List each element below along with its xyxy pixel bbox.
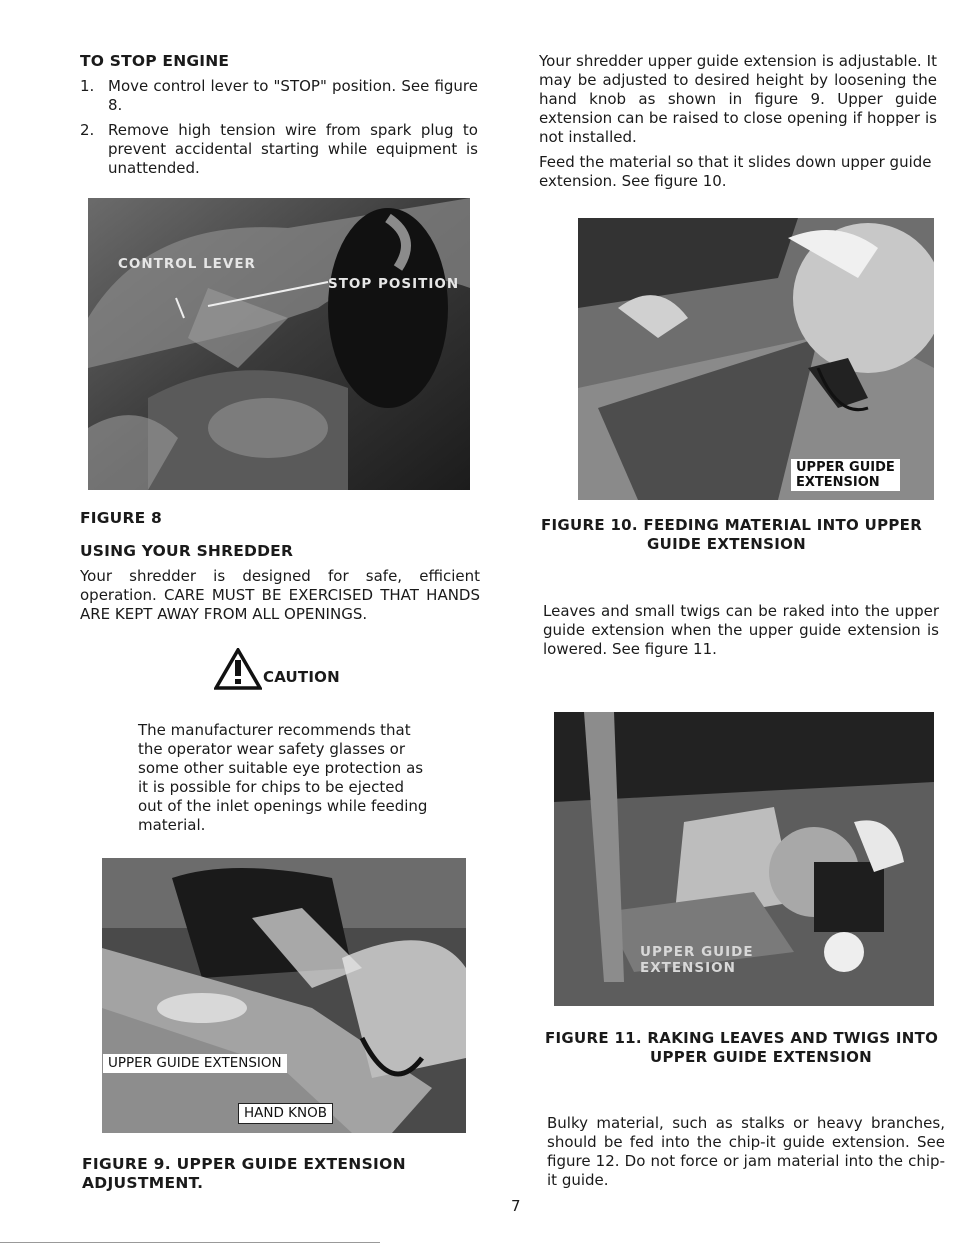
page-number: 7 [511, 1197, 521, 1215]
figure-10-caption: FIGURE 10. FEEDING MATERIAL INTO UPPER GUIDE EXTENSION [541, 516, 923, 553]
label-control-lever: CONTROL LEVER [118, 256, 256, 272]
warning-triangle-icon [214, 648, 262, 690]
stop-engine-steps [80, 77, 478, 184]
figure-8-photo [88, 198, 470, 490]
adjustment-paragraph: Your shredder upper guide extension is adjustable. It may be adjusted to desired height by loosening the hand knob as shown in figure 9. Upper guide extension can be raised to close opening if hopper is not installed. [539, 52, 937, 146]
stop-engine-heading: TO STOP ENGINE [80, 52, 230, 70]
engine-illustration [88, 198, 470, 490]
using-shredder-intro: Your shredder is designed for safe, efficient operation. CARE MUST BE EXERCISED THAT HANDS ARE KEPT AWAY FROM ALL OPENINGS. [80, 567, 480, 623]
label-upper-guide-extension: UPPER GUIDE EXTENSION [791, 459, 900, 491]
label-stop-position: STOP POSITION [328, 276, 460, 292]
step-1: 1. Move control lever to "STOP" position. See figure 8. [80, 77, 478, 114]
label-upper-guide-extension: UPPER GUIDE EXTENSION [640, 944, 754, 976]
figure-8-caption: FIGURE 8 [80, 509, 162, 527]
using-shredder-heading: USING YOUR SHREDDER [80, 542, 294, 560]
caution-label: CAUTION [263, 668, 340, 686]
label-upper-guide-extension: UPPER GUIDE EXTENSION [103, 1054, 287, 1073]
feeding-illustration [578, 218, 934, 500]
caution-text: The manufacturer recommends that the operator wear safety glasses or some other suitable eye protection as it is possible for chips to be ejected out of the inlet openings while feeding material. [138, 721, 428, 834]
feed-material-paragraph: Feed the material so that it slides down upper guide extension. See figure 10. [539, 153, 932, 190]
figure-9-caption: FIGURE 9. UPPER GUIDE EXTENSION ADJUSTMENT. [82, 1155, 406, 1192]
figure-9-photo [102, 858, 466, 1133]
bulky-material-paragraph: Bulky material, such as stalks or heavy branches, should be fed into the chip-it guide extension. See figure 12. Do not force or jam material into the chip-it guide. [547, 1114, 945, 1189]
raking-paragraph: Leaves and small twigs can be raked into the upper guide extension when the upper guide extension is lowered. See figure 11. [543, 602, 939, 658]
hand-knob-illustration [102, 858, 466, 1133]
figure-10-photo [578, 218, 934, 500]
step-2: 2. Remove high tension wire from spark plug to prevent accidental starting while equipment is unattended. [80, 121, 478, 177]
label-hand-knob: HAND KNOB [238, 1103, 333, 1124]
figure-11-photo [554, 712, 934, 1006]
bottom-rule [0, 1242, 380, 1243]
figure-11-caption: FIGURE 11. RAKING LEAVES AND TWIGS INTO UPPER GUIDE EXTENSION [545, 1029, 939, 1066]
